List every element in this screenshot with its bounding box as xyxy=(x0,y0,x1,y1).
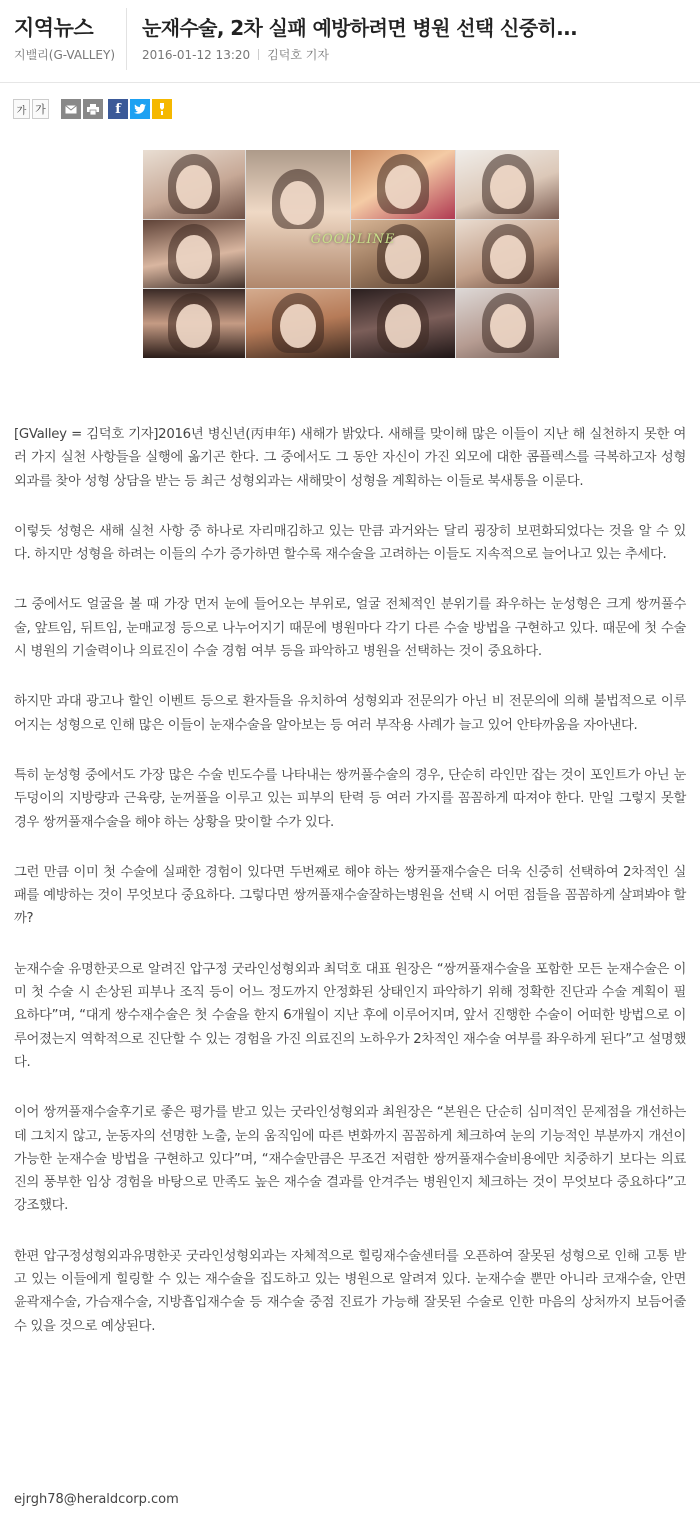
meta-divider xyxy=(258,49,259,60)
photo-tile xyxy=(143,289,245,358)
clinic-logo: GOODLINE xyxy=(310,232,396,247)
photo-tile xyxy=(246,150,350,288)
reporter-email[interactable]: ejrgh78@heraldcorp.com xyxy=(14,1492,179,1507)
photo-tile xyxy=(351,289,455,358)
article-body xyxy=(14,423,686,1365)
article-paragraph: 그런 만큼 이미 첫 수술에 실패한 경험이 있다면 두번째로 해야 하는 쌍커풀재수술은 더욱 신중히 선택하여 2차적인 실패를 예방하는 것이 무엇보다 중요하다. 그렇다면 쌍꺼풀재수술잘하는병원을 선택 시 어떤 점들을 꼼꼼하게 살펴봐야 할까? xyxy=(14,864,686,927)
facebook-icon[interactable]: f xyxy=(108,99,128,119)
article-paragraph: 이렇듯 성형은 새해 실천 사항 중 하나로 자리매김하고 있는 만큼 과거와는 달리 굉장히 보편화되었다는 것을 알 수 있다. 하지만 성형을 하려는 이들의 수가 증가하면 할수록 재수술을 고려하는 이들도 지속적으로 늘어나고 있는 추세다. xyxy=(14,523,686,563)
article-paragraph: 이어 쌍꺼풀재수술후기로 좋은 평가를 받고 있는 굿라인성형외과 최원장은 “본원은 단순히 심미적인 문제점을 개선하는데 그치지 않고, 눈동자의 선명한 노출, 눈의 움직임에 따른 변화까지 꼼꼼하게 체크하여 눈의 기능적인 부분까지 개선이 가능한 눈재수술 방법을 구현하고 있다”며, “재수술만큼은 무조건 저렴한 쌍꺼풀재수술비용에만 치중하기 보다는 의료진의 풍부한 임상 경험을 바탕으로 만족도 높은 재수술 결과를 안겨주는 병원인지 체크하는 것이 무엇보다 중요하다”고 강조했다. xyxy=(14,1105,686,1214)
photo-tile xyxy=(246,289,350,358)
article-title: 눈재수술, 2차 실패 예방하려면 병원 선택 신중히... xyxy=(142,16,578,40)
article-photo xyxy=(143,150,558,358)
article-date: 2016-01-12 13:20 xyxy=(142,48,251,62)
kakaostory-icon[interactable] xyxy=(152,99,172,119)
font-larger-button[interactable]: 가 xyxy=(32,99,49,119)
photo-tile xyxy=(351,220,455,289)
twitter-icon[interactable] xyxy=(130,99,150,119)
font-smaller-button[interactable]: 가 xyxy=(13,99,30,119)
section-name[interactable]: 지역뉴스 xyxy=(14,16,94,40)
article-paragraph: [GValley = 김덕호 기자]2016년 병신년(丙申年) 새해가 밝았다. 새해를 맞이해 많은 이들이 지난 해 실천하지 못한 여러 가지 실천 사항들을 실행에 옮기곤 한다. 그 중에서도 그 동안 자신이 가진 외모에 대한 콤플렉스를 극복하고자 성형외과를 찾아 성형 상담을 받는 등 최근 성형외과는 새해맞이 성형을 계획하는 이들로 북새통을 이룬다. xyxy=(14,427,686,489)
article-paragraph: 눈재수술 유명한곳으로 알려진 압구정 굿라인성형외과 최덕호 대표 원장은 “쌍꺼풀재수술을 포함한 모든 눈재수술은 이미 첫 수술 시 손상된 피부나 조직 등이 어느 정도까지 안정화된 상태인지 파악하기 위해 정확한 진단과 수술 계획이 필요하다”며, “대게 쌍수재수술은 첫 수술을 한지 6개월이 지난 후에 이루어지며, 앞서 진행한 수술이 어떠한 방법으로 이루어졌는지 역학적으로 진단할 수 있는 경험을 가진 의료진의 노하우가 2차적인 재수술 여부를 좌우하게 된다”고 설명했다. xyxy=(14,961,686,1070)
mail-icon[interactable] xyxy=(61,99,81,119)
article-paragraph: 특히 눈성형 중에서도 가장 많은 수술 빈도수를 나타내는 쌍꺼풀수술의 경우, 단순히 라인만 잡는 것이 포인트가 아닌 눈두덩이의 지방량과 근육량, 눈꺼풀을 이루고 있는 피부의 탄력 등 여러 가지를 꼼꼼하게 따져야 한다. 만일 그렇지 못할 경우 쌍꺼풀재수술을 해야 하는 상황을 맞이할 수가 있다. xyxy=(14,767,686,830)
article-reporter: 김덕호 기자 xyxy=(267,48,329,62)
photo-tile xyxy=(143,150,245,219)
photo-tile xyxy=(143,220,245,289)
print-icon[interactable] xyxy=(83,99,103,119)
article-paragraph: 하지만 과대 광고나 할인 이벤트 등으로 환자들을 유치하여 성형외과 전문의가 아닌 비 전문의에 의해 불법적으로 이루어지는 성형으로 인해 많은 이들이 눈재수술을 알아보는 등 여러 부작용 사례가 늘고 있어 안타까움을 자아낸다. xyxy=(14,694,686,733)
header-divider xyxy=(126,8,127,70)
article-header xyxy=(0,0,700,83)
photo-tile xyxy=(456,220,559,289)
source-name: 지밸리(G-VALLEY) xyxy=(14,48,115,62)
article-paragraph: 그 중에서도 얼굴을 볼 때 가장 먼저 눈에 들어오는 부위로, 얼굴 전체적인 분위기를 좌우하는 눈성형은 크게 쌍꺼풀수술, 앞트임, 뒤트임, 눈매교정 등으로 나누어지기 때문에 병원마다 각기 다른 수술 방법을 구현하고 있다. 때문에 첫 수술 시 병원의 기술력이나 의료진이 수술 경험 여부 등을 파악하고 병원을 선택하는 것이 중요하다. xyxy=(14,597,686,660)
photo-tile xyxy=(456,289,559,358)
photo-tile xyxy=(351,150,455,219)
photo-tile xyxy=(456,150,559,219)
article-meta xyxy=(142,46,329,63)
article-paragraph: 한편 압구정성형외과유명한곳 굿라인성형외과는 자체적으로 힐링재수술센터를 오픈하여 잘못된 성형으로 인해 고통 받고 있는 이들에게 힐링할 수 있는 재수술을 집도하고 있는 병원으로 알려져 있다. 눈재수술 뿐만 아니라 코재수술, 안면윤곽재수술, 가슴재수술, 지방흡입재수술 등 재수술 중점 진료가 가능해 잘못된 수술로 인한 마음의 상처까지 보듬어줄 수 있을 것으로 예상된다. xyxy=(14,1248,686,1334)
